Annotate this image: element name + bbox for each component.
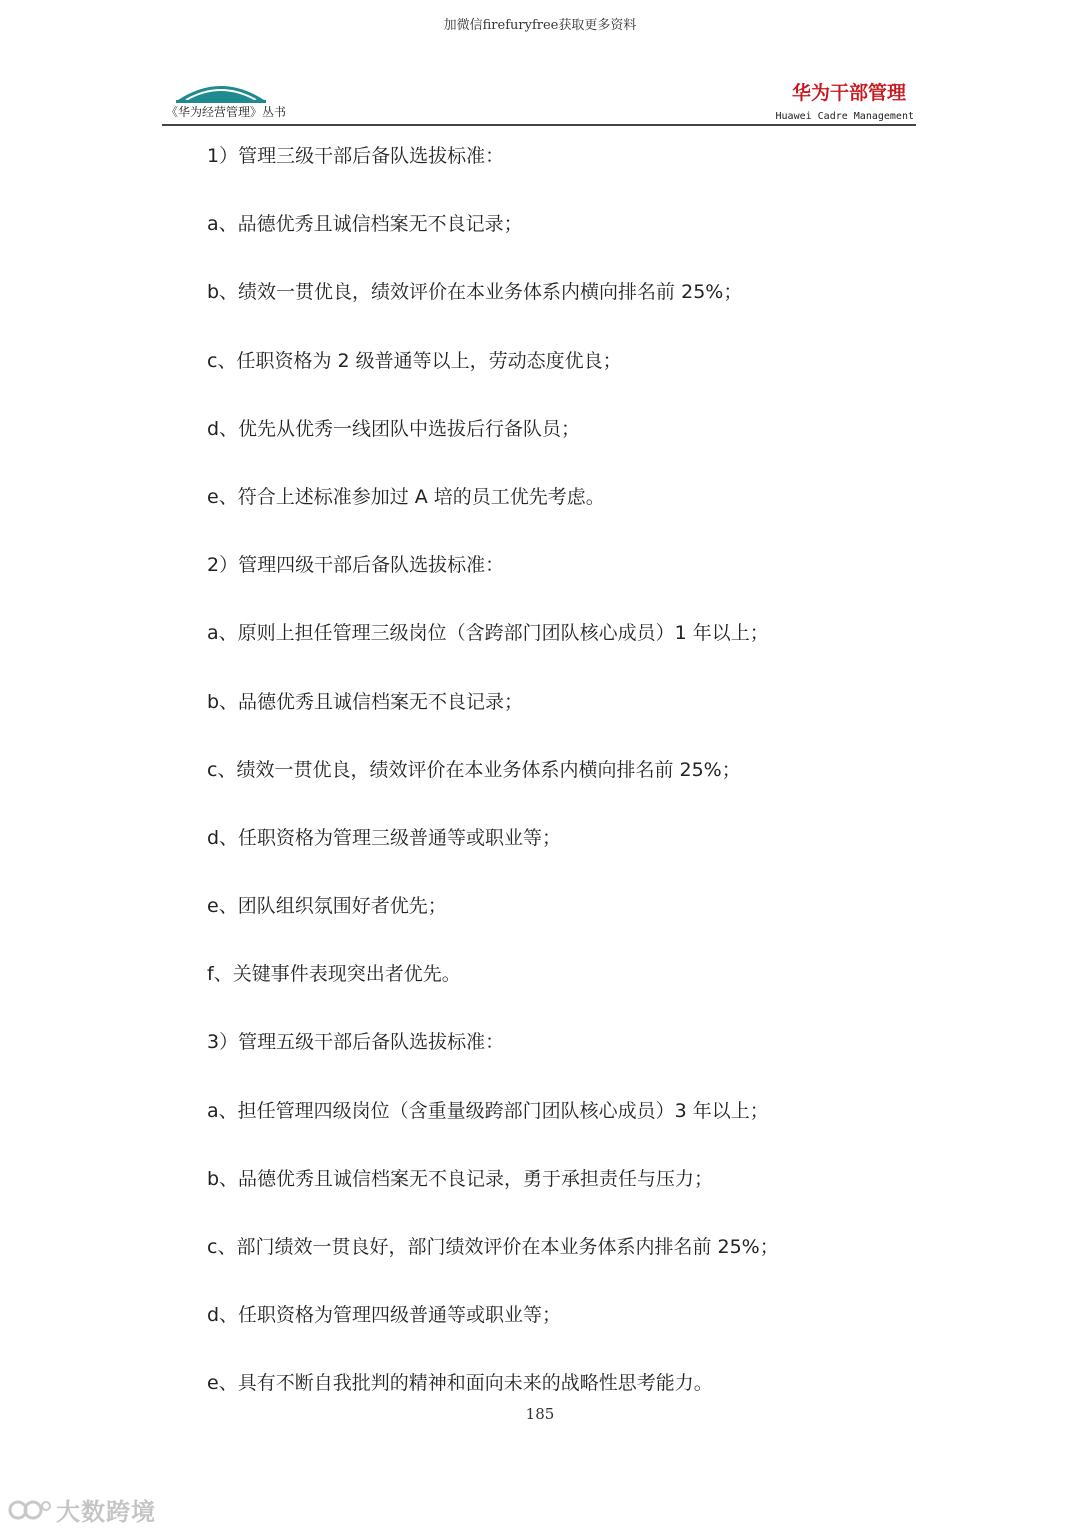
brand-title-en: Huawei Cadre Management — [775, 111, 914, 122]
series-name: 《华为经营管理》丛书 — [166, 105, 287, 119]
watermark-logo-icon — [6, 1496, 52, 1524]
body-line: e、具有不断自我批判的精神和面向未来的战略性思考能力。 — [207, 1372, 713, 1395]
body-line: c、绩效一贯优良，绩效评价在本业务体系内横向排名前 25%； — [207, 758, 741, 781]
body-line: b、品德优秀且诚信档案无不良记录，勇于承担责任与压力； — [207, 1167, 714, 1190]
mountain-logo-icon — [176, 78, 266, 104]
watermark-text: 大数跨境 — [56, 1498, 156, 1526]
body-line: 2）管理四级干部后备队选拔标准： — [207, 554, 505, 577]
body-line: a、担任管理四级岗位（含重量级跨部门团队核心成员）3 年以上； — [207, 1099, 769, 1122]
body-line: c、任职资格为 2 级普通等以上，劳动态度优良； — [207, 349, 622, 372]
body-line: 1）管理三级干部后备队选拔标准： — [207, 145, 505, 167]
body-line: c、部门绩效一贯良好，部门绩效评价在本业务体系内排名前 25%； — [207, 1236, 779, 1258]
top-notice: 加微信firefuryfree获取更多资料 — [443, 18, 637, 33]
document-body — [207, 138, 907, 1434]
body-line: d、任职资格为管理四级普通等或职业等； — [207, 1304, 562, 1327]
brand-title-cn: 华为干部管理 — [791, 82, 906, 104]
page-header — [162, 72, 916, 126]
body-line: 3）管理五级干部后备队选拔标准： — [207, 1031, 505, 1054]
body-line: b、品德优秀且诚信档案无不良记录； — [207, 690, 524, 713]
body-line: a、品德优秀且诚信档案无不良记录； — [207, 213, 523, 236]
body-line: a、原则上担任管理三级岗位（含跨部门团队核心成员）1 年以上； — [207, 622, 769, 645]
page-number: 185 — [525, 1405, 555, 1423]
body-line: e、团队组织氛围好者优先； — [207, 895, 447, 918]
body-line: d、任职资格为管理三级普通等或职业等； — [207, 826, 562, 849]
body-line: b、绩效一贯优良，绩效评价在本业务体系内横向排名前 25%； — [207, 281, 743, 304]
watermark — [6, 1492, 156, 1527]
header-divider — [162, 124, 916, 126]
body-line: d、优先从优秀一线团队中选拔后行备队员； — [207, 417, 581, 440]
body-line: f、关键事件表现突出者优先。 — [207, 963, 461, 986]
body-line: e、符合上述标准参加过 A 培的员工优先考虑。 — [207, 485, 605, 508]
